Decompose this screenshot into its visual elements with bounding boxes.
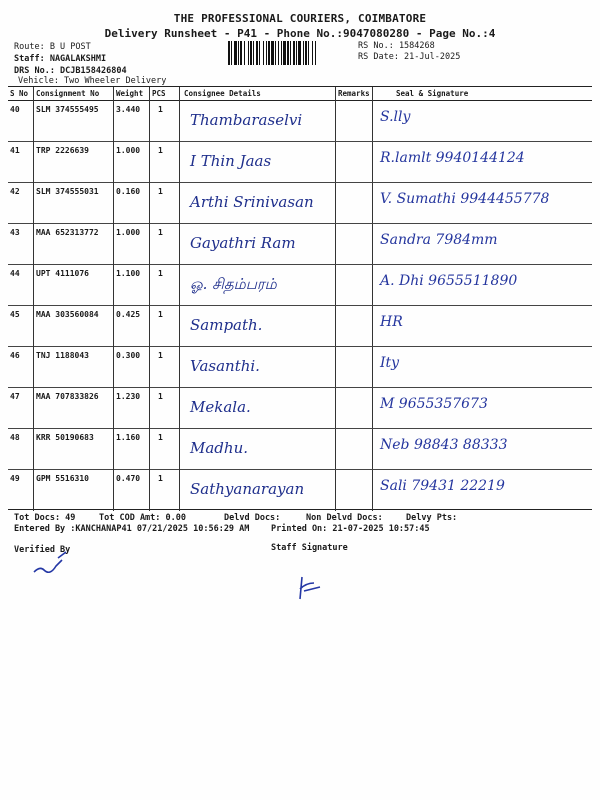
cell-weight: 1.000 — [116, 146, 141, 155]
cell-sno: 42 — [10, 187, 20, 196]
cell-consignment-no: MAA 652313772 — [36, 228, 99, 237]
table-row — [8, 224, 592, 265]
verified-by-label: Verified By — [14, 545, 71, 555]
staff-signature-mark — [292, 575, 332, 603]
consignee-name-handwritten: I Thin Jaas — [190, 152, 272, 170]
recipient-signature-handwritten: V. Sumathi 9944455778 — [380, 191, 550, 207]
barcode-image — [228, 41, 352, 65]
cell-pcs: 1 — [158, 146, 163, 155]
rs-date: RS Date: 21-Jul-2025 — [358, 52, 461, 62]
recipient-signature-handwritten: Neb 98843 88333 — [380, 437, 508, 453]
verified-by-signature — [30, 548, 70, 578]
delivered-docs: Delvd Docs: — [224, 513, 281, 523]
consignee-name-handwritten: Sampath. — [190, 316, 263, 334]
table-row — [8, 429, 592, 470]
cell-pcs: 1 — [158, 310, 163, 319]
cell-weight: 0.470 — [116, 474, 141, 483]
cell-sno: 48 — [10, 433, 20, 442]
col-consignment: Consignment No — [36, 89, 100, 98]
printed-on: Printed On: 21-07-2025 10:57:45 — [271, 524, 430, 534]
rs-number: RS No.: 1584268 — [358, 41, 435, 51]
cell-pcs: 1 — [158, 474, 163, 483]
cell-pcs: 1 — [158, 269, 163, 278]
cell-pcs: 1 — [158, 433, 163, 442]
cell-sno: 44 — [10, 269, 20, 278]
cell-pcs: 1 — [158, 392, 163, 401]
col-consignee: Consignee Details — [184, 89, 261, 98]
cell-sno: 41 — [10, 146, 20, 155]
cell-sno: 43 — [10, 228, 20, 237]
cell-consignment-no: SLM 374555031 — [36, 187, 99, 196]
col-weight: Weight — [116, 89, 144, 98]
cell-pcs: 1 — [158, 187, 163, 196]
runsheet-subtitle: Delivery Runsheet - P41 - Phone No.:9047080280 - Page No.:4 — [104, 27, 496, 40]
cell-weight: 1.230 — [116, 392, 141, 401]
cell-pcs: 1 — [158, 228, 163, 237]
cell-sno: 47 — [10, 392, 20, 401]
consignee-name-handwritten: ஓ. சிதம்பரம் — [190, 275, 277, 293]
recipient-signature-handwritten: A. Dhi 9655511890 — [380, 273, 518, 289]
table-row — [8, 142, 592, 183]
table-header — [8, 87, 592, 101]
table-row — [8, 101, 592, 142]
cell-consignment-no: MAA 707833826 — [36, 392, 99, 401]
cell-weight: 0.300 — [116, 351, 141, 360]
cell-weight: 1.160 — [116, 433, 141, 442]
route-label: Route: B U POST — [14, 42, 91, 52]
delivery-table — [8, 86, 592, 510]
recipient-signature-handwritten: Ity — [380, 355, 400, 371]
drs-label: DRS No.: DCJB158426804 — [14, 66, 127, 76]
consignee-name-handwritten: Madhu. — [190, 439, 248, 457]
table-row — [8, 347, 592, 388]
cell-weight: 1.100 — [116, 269, 141, 278]
cell-pcs: 1 — [158, 105, 163, 114]
consignee-name-handwritten: Arthi Srinivasan — [190, 193, 314, 211]
cell-sno: 45 — [10, 310, 20, 319]
consignee-name-handwritten: Thambaraselvi — [190, 111, 303, 129]
recipient-signature-handwritten: Sandra 7984mm — [380, 232, 498, 248]
col-signature: Seal & Signature — [396, 89, 469, 98]
cell-consignment-no: SLM 374555495 — [36, 105, 99, 114]
cell-weight: 1.000 — [116, 228, 141, 237]
table-row — [8, 306, 592, 347]
col-sno: S No — [10, 89, 29, 98]
cell-sno: 46 — [10, 351, 20, 360]
recipient-signature-handwritten: R.lamlt 9940144124 — [380, 150, 525, 166]
cell-weight: 3.440 — [116, 105, 141, 114]
cell-weight: 0.160 — [116, 187, 141, 196]
vehicle-label: Vehicle: Two Wheeler Delivery — [18, 76, 167, 86]
total-cod-amount: Tot COD Amt: 0.00 — [99, 513, 186, 523]
cell-consignment-no: TRP 2226639 — [36, 146, 89, 155]
col-remarks: Remarks — [338, 89, 370, 98]
recipient-signature-handwritten: S.lly — [380, 109, 411, 125]
table-row — [8, 183, 592, 224]
company-title: THE PROFESSIONAL COURIERS, COIMBATORE — [173, 12, 427, 25]
cell-consignment-no: UPT 4111076 — [36, 269, 89, 278]
delivery-points: Delvy Pts: — [406, 513, 458, 523]
recipient-signature-handwritten: HR — [380, 314, 403, 330]
table-row — [8, 265, 592, 306]
total-docs: Tot Docs: 49 — [14, 513, 76, 523]
consignee-name-handwritten: Mekala. — [190, 398, 251, 416]
staff-signature-label: Staff Signature — [271, 543, 348, 553]
entered-by: Entered By :KANCHANAP41 07/21/2025 10:56:29 AM — [14, 524, 250, 534]
table-row — [8, 388, 592, 429]
cell-consignment-no: TNJ 1188043 — [36, 351, 89, 360]
col-pcs: PCS — [152, 89, 166, 98]
cell-consignment-no: GPM 5516310 — [36, 474, 89, 483]
recipient-signature-handwritten: Sali 79431 22219 — [380, 478, 505, 494]
cell-weight: 0.425 — [116, 310, 141, 319]
cell-sno: 49 — [10, 474, 20, 483]
staff-label: Staff: NAGALAKSHMI — [14, 54, 107, 64]
table-row — [8, 470, 592, 511]
consignee-name-handwritten: Vasanthi. — [190, 357, 260, 375]
consignee-name-handwritten: Gayathri Ram — [190, 234, 296, 252]
recipient-signature-handwritten: M 9655357673 — [380, 396, 488, 412]
cell-consignment-no: MAA 303560084 — [36, 310, 99, 319]
cell-pcs: 1 — [158, 351, 163, 360]
non-delivered-docs: Non Delvd Docs: — [306, 513, 383, 523]
cell-consignment-no: KRR 50190683 — [36, 433, 94, 442]
cell-sno: 40 — [10, 105, 20, 114]
consignee-name-handwritten: Sathyanarayan — [190, 480, 305, 498]
